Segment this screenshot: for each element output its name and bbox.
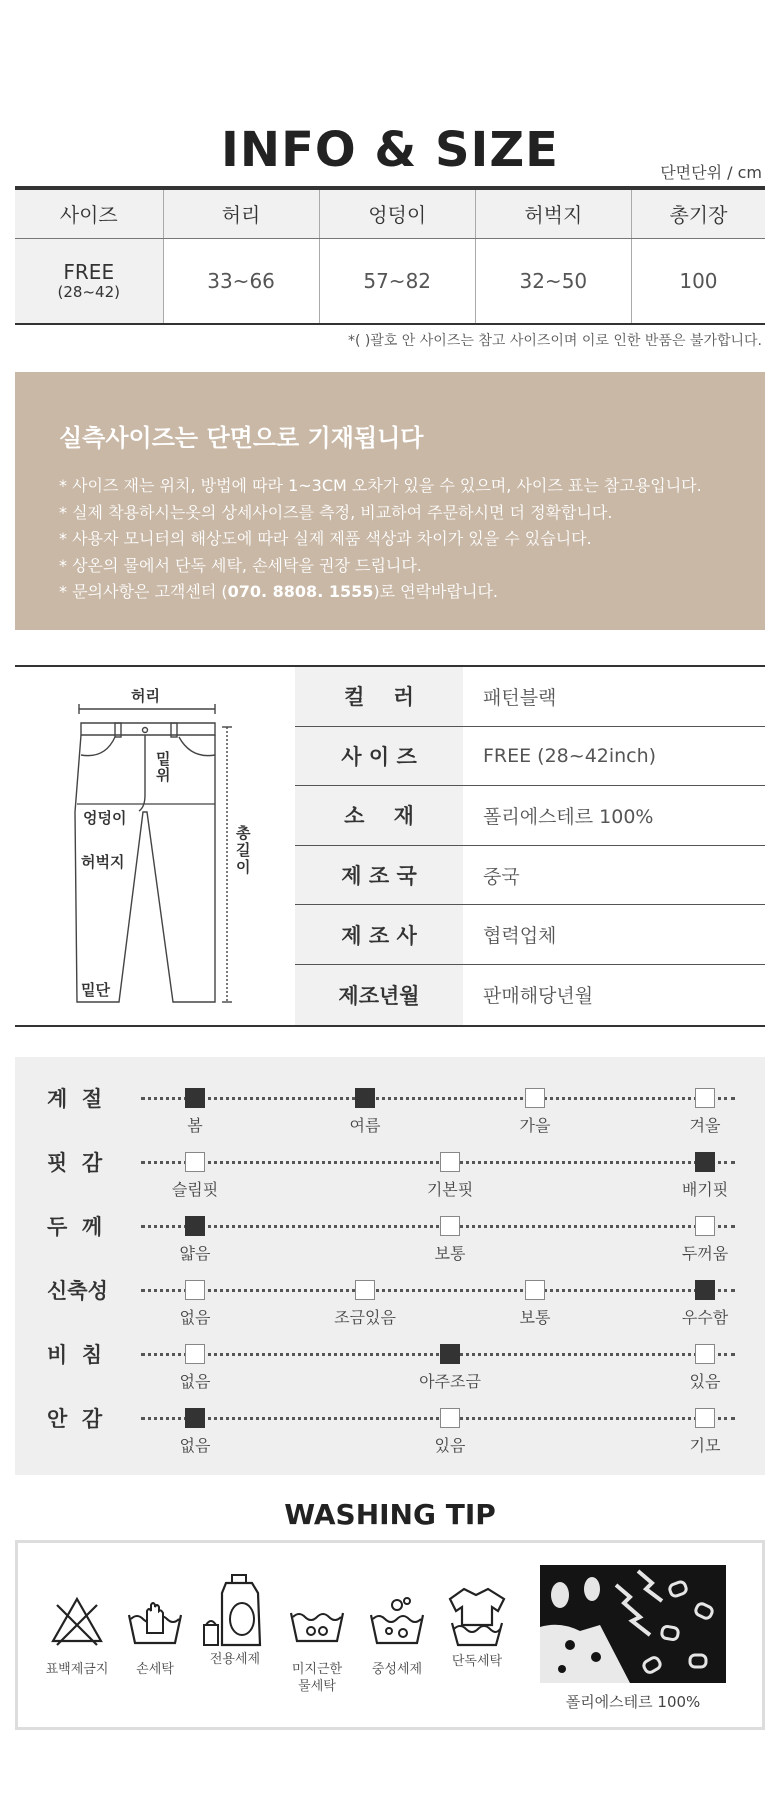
- unchecked-box: [185, 1344, 205, 1364]
- unchecked-box: [695, 1408, 715, 1428]
- dotted-scale-line: [141, 1161, 735, 1164]
- fabric-swatch: [540, 1565, 726, 1683]
- info-value: FREE (28~42inch): [483, 744, 657, 767]
- hand-wash-icon: [125, 1593, 185, 1649]
- checked-box: [185, 1216, 205, 1236]
- diagram-rise-label: 밑위: [156, 750, 171, 784]
- wash-label: 미지근한 물세탁: [291, 1662, 343, 1694]
- notice-contact-line: [59, 579, 765, 606]
- checked-box: [440, 1344, 460, 1364]
- info-label: 컬 러: [295, 667, 463, 726]
- product-info-section: [15, 665, 765, 1027]
- info-row-manufacturer: [295, 905, 765, 965]
- characteristic-row: [15, 1403, 765, 1467]
- characteristic-option: 여름: [349, 1116, 381, 1135]
- notice-line: * 사용자 모니터의 해상도에 따라 실제 제품 색상과 차이가 있을 수 있습니다.: [59, 529, 592, 548]
- characteristic-option: 없음: [179, 1372, 211, 1391]
- diagram-thigh-label: 허벅지: [81, 853, 125, 871]
- hip-header: 엉덩이: [319, 188, 475, 238]
- measurement-notice: [15, 372, 765, 630]
- characteristic-row: [15, 1275, 765, 1339]
- characteristic-row: [15, 1211, 765, 1275]
- checked-box: [695, 1280, 715, 1300]
- size-cell: [15, 238, 163, 324]
- no-bleach-icon: [49, 1593, 105, 1649]
- size-table-row: [15, 238, 765, 324]
- characteristic-option: 두꺼움: [681, 1244, 729, 1263]
- size-value: FREE: [63, 259, 115, 284]
- notice-line: * 사이즈 재는 위치, 방법에 따라 1~3CM 오차가 있을 수 있으며, 사이즈 표는 참고용입니다.: [59, 476, 702, 495]
- wash-item: [196, 1573, 274, 1668]
- characteristic-option: 보통: [434, 1244, 466, 1263]
- dotted-scale-line: [141, 1417, 735, 1420]
- length-value: 100: [631, 238, 765, 324]
- wash-label: 표백제금지: [45, 1662, 109, 1677]
- size-table: [15, 186, 765, 325]
- info-row-country: [295, 846, 765, 906]
- info-value: 패턴블랙: [483, 686, 557, 709]
- unchecked-box: [355, 1280, 375, 1300]
- characteristic-option: 있음: [689, 1372, 721, 1391]
- unchecked-box: [185, 1152, 205, 1172]
- info-value: 폴리에스테르 100%: [483, 805, 654, 828]
- info-row-size: [295, 727, 765, 787]
- characteristic-option: 있음: [434, 1436, 466, 1455]
- length-header: 총기장: [631, 188, 765, 238]
- info-label: 제 조 국: [295, 846, 463, 905]
- characteristic-option: 가을: [519, 1116, 551, 1135]
- checked-box: [355, 1088, 375, 1108]
- diagram-hip-label: 엉덩이: [83, 809, 127, 827]
- characteristic-option: 보통: [519, 1308, 551, 1327]
- product-info-table: [295, 667, 765, 1025]
- info-value: 협력업체: [483, 925, 557, 948]
- characteristic-option: 슬림핏: [171, 1180, 219, 1199]
- detergent-bottle-icon: [202, 1573, 268, 1649]
- characteristic-option: 없음: [179, 1436, 211, 1455]
- characteristic-option: 아주조금: [419, 1372, 481, 1391]
- characteristic-label: 계 절: [47, 1087, 103, 1111]
- unchecked-box: [695, 1216, 715, 1236]
- lukewarm-water-icon: [287, 1593, 347, 1649]
- contact-phone: 070. 8808. 1555: [227, 582, 374, 601]
- characteristic-option: 얇음: [179, 1244, 211, 1263]
- characteristics-panel: [15, 1057, 765, 1475]
- unchecked-box: [695, 1344, 715, 1364]
- size-table-header-row: [15, 188, 765, 238]
- unit-label: 단면단위 / cm: [660, 163, 762, 182]
- diagram-waist-label: 허리: [131, 687, 160, 705]
- info-value: 중국: [483, 865, 520, 888]
- info-label: 사 이 즈: [295, 727, 463, 786]
- wash-item: [116, 1593, 194, 1678]
- characteristic-option: 겨울: [689, 1116, 721, 1135]
- fabric-label: 폴리에스테르 100%: [565, 1693, 701, 1711]
- info-row-material: [295, 786, 765, 846]
- characteristic-row: [15, 1339, 765, 1403]
- wash-label: 손세탁: [136, 1662, 174, 1677]
- characteristic-row: [15, 1083, 765, 1147]
- unchecked-box: [185, 1280, 205, 1300]
- unchecked-box: [525, 1280, 545, 1300]
- wash-label: 전용세제: [209, 1652, 261, 1667]
- pants-diagram: [15, 667, 295, 1025]
- dotted-scale-line: [141, 1353, 735, 1356]
- characteristic-option: 기모: [689, 1436, 721, 1455]
- info-label: 제 조 사: [295, 905, 463, 964]
- dotted-scale-line: [141, 1289, 735, 1292]
- characteristic-option: 기본핏: [426, 1180, 474, 1199]
- diagram-length-label: 총길이: [236, 824, 251, 876]
- characteristic-option: 배기핏: [681, 1180, 729, 1199]
- info-row-color: [295, 667, 765, 727]
- thigh-header: 허벅지: [475, 188, 631, 238]
- unchecked-box: [525, 1088, 545, 1108]
- wash-item: [358, 1593, 436, 1678]
- waist-value: 33~66: [163, 238, 319, 324]
- characteristic-label: 안 감: [47, 1407, 103, 1431]
- dotted-scale-line: [141, 1225, 735, 1228]
- wash-item: [274, 1593, 360, 1695]
- characteristic-option: 없음: [179, 1308, 211, 1327]
- unchecked-box: [695, 1088, 715, 1108]
- checked-box: [695, 1152, 715, 1172]
- characteristic-label: 비 침: [47, 1343, 103, 1367]
- washing-box: [15, 1540, 765, 1730]
- wash-label: 중성세제: [371, 1662, 423, 1677]
- checked-box: [185, 1408, 205, 1428]
- info-label: 제조년월: [295, 965, 463, 1025]
- diagram-hem-label: 밑단: [81, 981, 110, 999]
- notice-line: * 상온의 물에서 단독 세탁, 손세탁을 권장 드립니다.: [59, 555, 422, 575]
- info-label: 소 재: [295, 786, 463, 845]
- characteristic-row: [15, 1147, 765, 1211]
- dotted-scale-line: [141, 1097, 735, 1100]
- checked-box: [185, 1088, 205, 1108]
- notice-line: * 실제 착용하시는옷의 상세사이즈를 측정, 비교하여 주문하시면 더 정확합니다.: [59, 502, 613, 522]
- size-note: *( )괄호 안 사이즈는 참고 사이즈이며 이로 인한 반품은 불가합니다.: [347, 333, 762, 349]
- wash-item: [438, 1585, 516, 1670]
- info-row-date: [295, 965, 765, 1025]
- unchecked-box: [440, 1216, 460, 1236]
- wash-separately-icon: [446, 1585, 508, 1649]
- characteristic-option: 우수함: [681, 1308, 729, 1327]
- size-header: 사이즈: [15, 188, 163, 238]
- characteristic-option: 봄: [187, 1116, 203, 1135]
- thigh-value: 32~50: [475, 238, 631, 324]
- washing-title: WASHING TIP: [284, 1498, 496, 1531]
- contact-prefix: * 문의사항은 고객센터 (: [59, 582, 228, 601]
- wash-label: 단독세탁: [451, 1654, 503, 1669]
- wash-item: [38, 1593, 116, 1678]
- notice-title: 실측사이즈는 단면으로 기재됩니다: [59, 424, 424, 452]
- hip-value: 57~82: [319, 238, 475, 324]
- info-value: 판매해당년월: [483, 985, 594, 1008]
- characteristic-label: 핏 감: [47, 1151, 103, 1175]
- contact-suffix: )로 연락바랍니다.: [373, 582, 498, 601]
- waist-header: 허리: [163, 188, 319, 238]
- page-title: INFO & SIZE: [221, 122, 559, 178]
- neutral-detergent-icon: [367, 1593, 427, 1649]
- fabric-pattern-image: [540, 1565, 726, 1683]
- characteristic-label: 두 께: [47, 1215, 103, 1239]
- characteristic-option: 조금있음: [334, 1308, 396, 1327]
- unchecked-box: [440, 1408, 460, 1428]
- characteristic-label: 신축성: [47, 1279, 108, 1303]
- size-sub-value: (28~42): [57, 282, 120, 301]
- unchecked-box: [440, 1152, 460, 1172]
